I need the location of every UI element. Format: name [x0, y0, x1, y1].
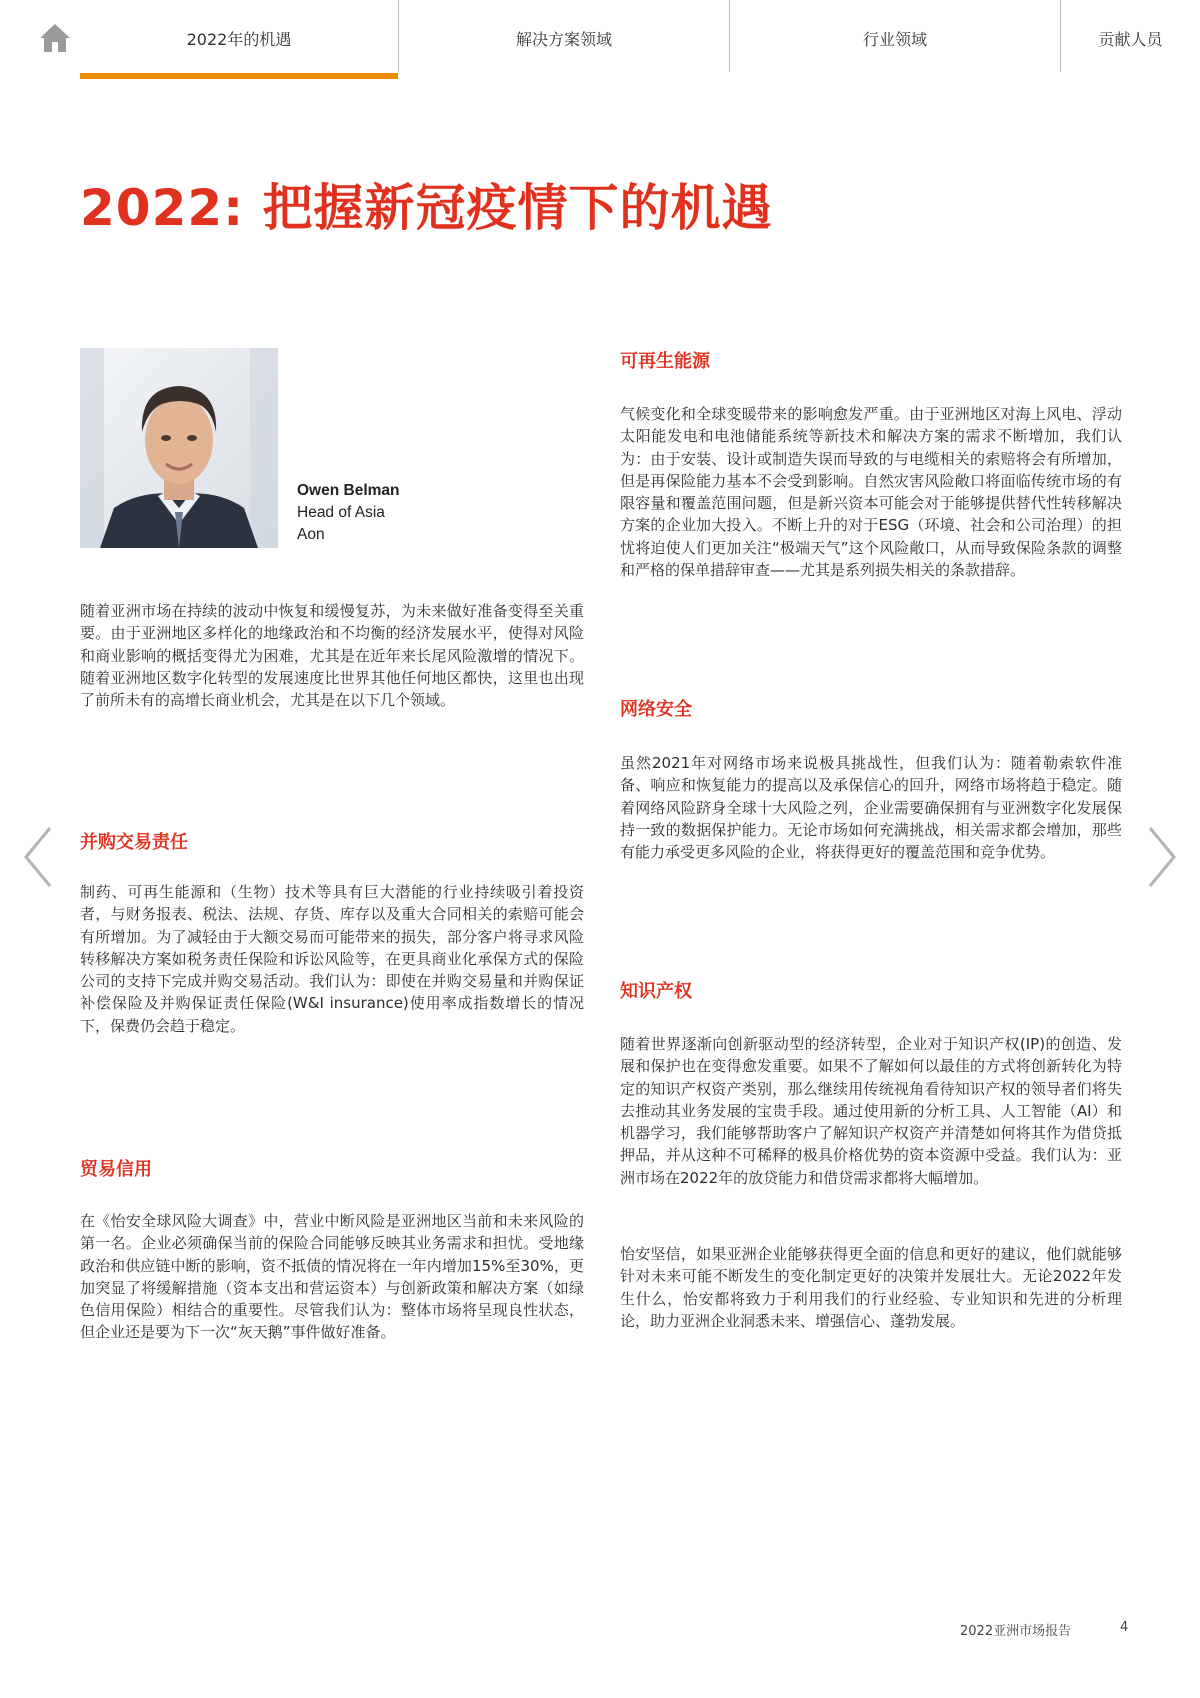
- footer-page-number: 4: [1120, 1620, 1129, 1635]
- profile-role: Head of Asia: [297, 504, 385, 521]
- next-page-arrow-icon[interactable]: [1142, 822, 1182, 892]
- section-body-ma: 制药、可再生能源和（生物）技术等具有巨大潜能的行业持续吸引着投资者，与财务报表、税法、法规、存货、库存以及重大合同相关的索赔可能会有所增加。为了减轻由于大额交易而可能带来的损失，部分客户将寻求风险转移解决方案如税务责任保险和诉讼风险等，在更具商业化承保方式的保险公司的支持下完成并购交易活动。我们认为：即使在并购交易量和并购保证补偿保险及并购保证责任保险(W&I insurance)使用率成指数增长的情况下，保费仍会趋于稳定。: [80, 883, 584, 1035]
- active-tab-underline: [80, 73, 398, 79]
- section-heading-renewable: 可再生能源: [620, 351, 710, 372]
- profile-caption: [297, 480, 400, 546]
- section-body-cyber: 虽然2021年对网络市场来说极具挑战性，但我们认为：随着勒索软件准备、响应和恢复能力的提高以及承保信心的回升，网络市场将趋于稳定。随着网络风险跻身全球十大风险之列，企业需要确保拥有与亚洲数字化发展保持一致的数据保护能力。无论市场如何充满挑战，相关需求都会增加，那些有能力承受更多风险的企业，将获得更好的覆盖范围和竞争优势。: [620, 754, 1122, 862]
- section-heading-ip: 知识产权: [620, 981, 692, 1002]
- top-navigation: [0, 0, 1200, 78]
- section-heading-ma: 并购交易责任: [80, 832, 188, 853]
- conclusion-paragraph: 怡安坚信，如果亚洲企业能够获得更全面的信息和更好的建议，他们就能够针对未来可能不断发生的变化制定更好的决策并发展壮大。无论2022年发生什么，怡安都将致力于利用我们的行业经验、专业知识和先进的分析理论，助力亚洲企业洞悉未来、增强信心、蓬勃发展。: [620, 1245, 1122, 1330]
- home-icon[interactable]: [38, 22, 72, 54]
- nav-tab-contributors[interactable]: 贡献人员: [1098, 29, 1163, 49]
- nav-tab-solutions[interactable]: 解决方案领域: [515, 29, 612, 49]
- section-body-trade: 在《怡安全球风险大调查》中，营业中断风险是亚洲地区当前和未来风险的第一名。企业必须确保当前的保险合同能够反映其业务需求和担忧。受地缘政治和供应链中断的影响，资不抵债的情况将在一年内增加15%至30%，更加突显了将缓解措施（资本支出和营运资本）与创新政策和解决方案（如绿色信用保险）相结合的重要性。尽管我们认为：整体市场将呈现良性状态，但企业还是要为下一次“灰天鹅”事件做好准备。: [80, 1212, 584, 1342]
- nav-tab-industries[interactable]: 行业领域: [862, 29, 927, 49]
- page-title: 2022: 把握新冠疫情下的机遇: [80, 179, 773, 237]
- profile-company: Aon: [297, 526, 325, 543]
- section-heading-cyber: 网络安全: [620, 699, 692, 720]
- portrait-photo: [80, 348, 278, 548]
- intro-paragraph: 随着亚洲市场在持续的波动中恢复和缓慢复苏，为未来做好准备变得至关重要。由于亚洲地区多样化的地缘政治和不均衡的经济发展水平，使得对风险和商业影响的概括变得尤为困难，尤其是在近年来长尾风险激增的情况下。随着亚洲地区数字化转型的发展速度比世界其他任何地区都快，这里也出现了前所未有的高增长商业机会，尤其是在以下几个领域。: [80, 602, 584, 710]
- profile-name: Owen Belman: [297, 482, 400, 499]
- section-heading-trade: 贸易信用: [80, 1159, 152, 1180]
- nav-tab-opportunities[interactable]: 2022年的机遇: [186, 29, 292, 49]
- section-body-renewable: 气候变化和全球变暖带来的影响愈发严重。由于亚洲地区对海上风电、浮动太阳能发电和电池储能系统等新技术和解决方案的需求不断增加，我们认为：由于安装、设计或制造失误而导致的与电缆相关的索赔将会有所增加，但是再保险能力基本不会受到影响。自然灾害风险敞口将面临传统市场的有限容量和覆盖范围问题，但是新兴资本可能会对于能够提供替代性转移解决方案的企业加大投入。不断上升的对于ESG（环境、社会和公司治理）的担忧将迫使人们更加关注“极端天气”这个风险敞口，从而导致保险条款的调整和严格的保单措辞审查——尤其是系列损失相关的条款措辞。: [620, 405, 1122, 580]
- section-body-ip: 随着世界逐渐向创新驱动型的经济转型，企业对于知识产权(IP)的创造、发展和保护也在变得愈发重要。如果不了解如何以最佳的方式将创新转化为特定的知识产权资产类别，那么继续用传统视角看待知识产权的领导者们将失去推动其业务发展的宝贵手段。通过使用新的分析工具、人工智能（AI）和机器学习，我们能够帮助客户了解知识产权资产并清楚如何将其作为借贷抵押品，并从这种不可稀释的极具价格优势的资本资源中受益。我们认为：亚洲市场在2022年的放贷能力和借贷需求都将大幅增加。: [620, 1035, 1122, 1187]
- previous-page-arrow-icon[interactable]: [18, 822, 58, 892]
- footer-report-name: 2022亚洲市场报告: [960, 1624, 1072, 1639]
